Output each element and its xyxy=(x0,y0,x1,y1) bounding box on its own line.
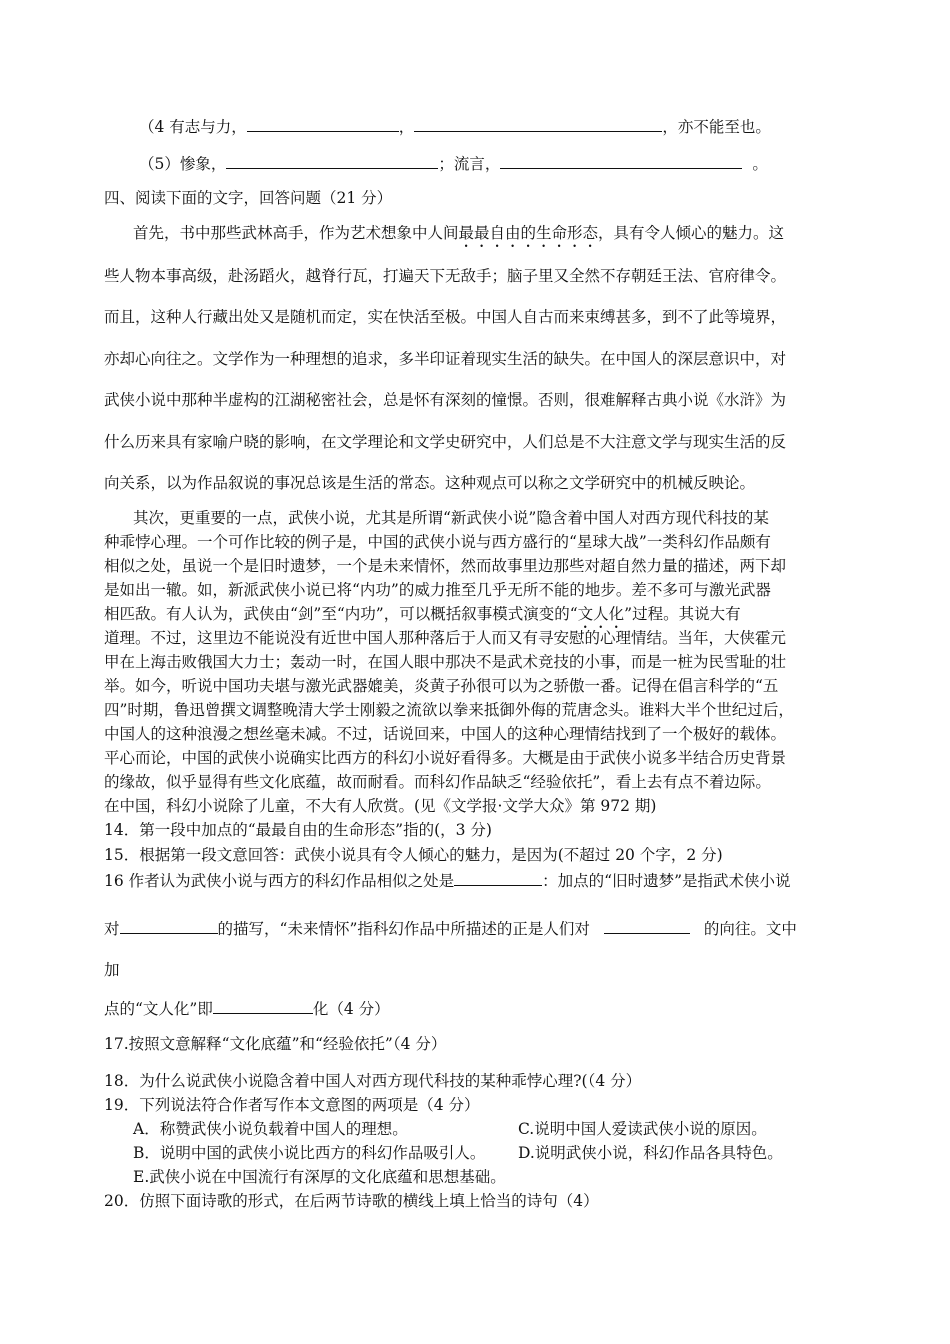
section4-title: 四、阅读下面的文字，回答问题（21 分） xyxy=(104,189,393,207)
option-c[interactable]: C.说明中国人爱读武侠小说的原因。 xyxy=(518,1120,767,1138)
p1-line-5: 武侠小说中那种半虚构的江湖秘密社会，总是怀有深刻的憧憬。否则，很难解释古典小说《水浒》为 xyxy=(104,391,787,409)
q4-line: （4 有志与力， ， ，亦不能至也。 xyxy=(139,118,771,136)
p2-line-6: 道理。不过，这里边不能说没有近世中国人那种落后于人而又有寻安慰的心理情结。当年，大侠霍元 xyxy=(104,629,787,647)
p1-line-7: 向关系，以为作品叙说的事况总该是生活的常态。这种观点可以称之文学研究中的机械反映论。 xyxy=(104,474,756,492)
q5-line: （5）惨象， ；流言， 。 xyxy=(139,155,768,173)
question-15: 15．根据第一段文意回答：武侠小说具有令人倾心的魅力，是因为(不超过 20 个字，2 分) xyxy=(104,846,723,864)
q16-blank-3[interactable] xyxy=(604,918,690,934)
question-20: 20．仿照下面诗歌的形式，在后两节诗歌的横线上填上恰当的诗句（4） xyxy=(104,1192,599,1210)
p1-line-1: 首先，书中那些武林高手，作为艺术想象中人间最最自由的生命形态，具有令人倾心的魅力。这 xyxy=(133,224,785,242)
p2-line-4: 是如出一辙。如，新派武侠小说已将“内功”的威力推至几乎无所不能的地步。差不多可与激光武器 xyxy=(104,581,771,599)
p1-line-3: 而且，这种人行藏出处又是随机而定，实在快活至极。中国人自古而来束缚甚多，到不了此等境界， xyxy=(104,308,787,326)
p2-line-12: 的缘故，似乎显得有些文化底蕴，故而耐看。而科幻作品缺乏“经验依托”，看上去有点不着边际。 xyxy=(104,773,771,791)
q16-blank-4[interactable] xyxy=(213,998,313,1014)
q5-blank-2[interactable] xyxy=(500,153,742,169)
question-16-line-3: 加 xyxy=(104,961,120,979)
p2-line-8: 举。如今，听说中国功夫堪与激光武器媲美，炎黄子孙很可以为之骄傲一番。记得在倡言科学的“五 xyxy=(104,677,779,695)
p2-line-5: 相匹敌。有人认为，武侠由“剑”至“内功”，可以概括叙事模式演变的“文人化”过程。其说大有 xyxy=(104,605,741,623)
p2-line-10: 中国人的这种浪漫之想丝毫未减。不过，话说回来，中国人的这种心理情结找到了一个极好的载体。 xyxy=(104,725,787,743)
option-b[interactable]: B．说明中国的武侠小说比西方的科幻作品吸引人。 xyxy=(133,1144,486,1162)
question-18: 18．为什么说武侠小说隐含着中国人对西方现代科技的某种乖悖心理?(（4 分） xyxy=(104,1072,642,1090)
question-16-line-4: 点的“文人化”即 化（4 分） xyxy=(104,1000,390,1018)
q5-blank-1[interactable] xyxy=(226,153,438,169)
p2-line-3: 相似之处，虽说一个是旧时遗梦，一个是未来情怀，然而故事里边那些对超自然力量的描述，两下却 xyxy=(104,557,787,575)
p2-line-2: 种乖悖心理。一个可作比较的例子是，中国的武侠小说与西方盛行的“星球大战”一类科幻作品颇有 xyxy=(104,533,771,551)
dotted-phrase: 文人化 xyxy=(577,605,625,623)
p2-line-7: 甲在上海击败俄国大力士；轰动一时，在国人眼中那决不是武术竞技的小事，而是一桩为民雪耻的壮 xyxy=(104,653,787,671)
q16-blank-1[interactable] xyxy=(454,870,542,886)
question-16-line-2: 对 的描写，“未来情怀”指科幻作品中所描述的正是人们对 的向往。文中 xyxy=(104,920,797,938)
p2-line-9: 四”时期，鲁迅曾撰文调整晚清大学士刚毅之流欲以拳来抵御外侮的荒唐念头。谁料大半个世纪过后， xyxy=(104,701,794,719)
option-e[interactable]: E.武侠小说在中国流行有深厚的文化底蕴和思想基础。 xyxy=(133,1168,506,1186)
p1-line-6: 什么历来具有家喻户晓的影响，在文学理论和文学史研究中，人们总是不大注意文学与现实生活的反 xyxy=(104,433,787,451)
option-a[interactable]: A．称赞武侠小说负载着中国人的理想。 xyxy=(133,1120,408,1138)
p2-line-11: 平心而论，中国的武侠小说确实比西方的科幻小说好看得多。大概是由于武侠小说多半结合历史背景 xyxy=(104,749,787,767)
question-16-line-1: 16 作者认为武侠小说与西方的科幻作品相似之处是 ：加点的“旧时遗梦”是指武术侠小说 xyxy=(104,872,791,890)
q4-blank-2[interactable] xyxy=(414,116,662,132)
p2-line-1: 其次，更重要的一点，武侠小说，尤其是所谓“新武侠小说”隐含着中国人对西方现代科技的某 xyxy=(133,509,769,527)
dotted-phrase: 最最自由的生命形态 xyxy=(458,224,599,242)
question-17: 17.按照文意解释“文化底蕴”和“经验依托”（4 分） xyxy=(104,1035,447,1053)
q16-blank-2[interactable] xyxy=(120,918,218,934)
q4-blank-1[interactable] xyxy=(247,116,399,132)
option-d[interactable]: D.说明武侠小说，科幻作品各具特色。 xyxy=(518,1144,783,1162)
p1-line-4: 亦却心向往之。文学作为一种理想的追求，多半印证着现实生活的缺失。在中国人的深层意识中，对 xyxy=(104,350,787,368)
p1-line-2: 些人物本事高级，赴汤蹈火，越脊行瓦，打遍天下无敌手；脑子里又全然不存朝廷王法、官府律令。 xyxy=(104,267,787,285)
p2-line-13: 在中国，科幻小说除了儿童，不大有人欣赏。(见《文学报·文学大众》第 972 期) xyxy=(104,797,657,815)
question-19: 19．下列说法符合作者写作本文意图的两项是（4 分） xyxy=(104,1096,480,1114)
question-14: 14．第一段中加点的“最最自由的生命形态”指的(，3 分) xyxy=(104,821,492,839)
